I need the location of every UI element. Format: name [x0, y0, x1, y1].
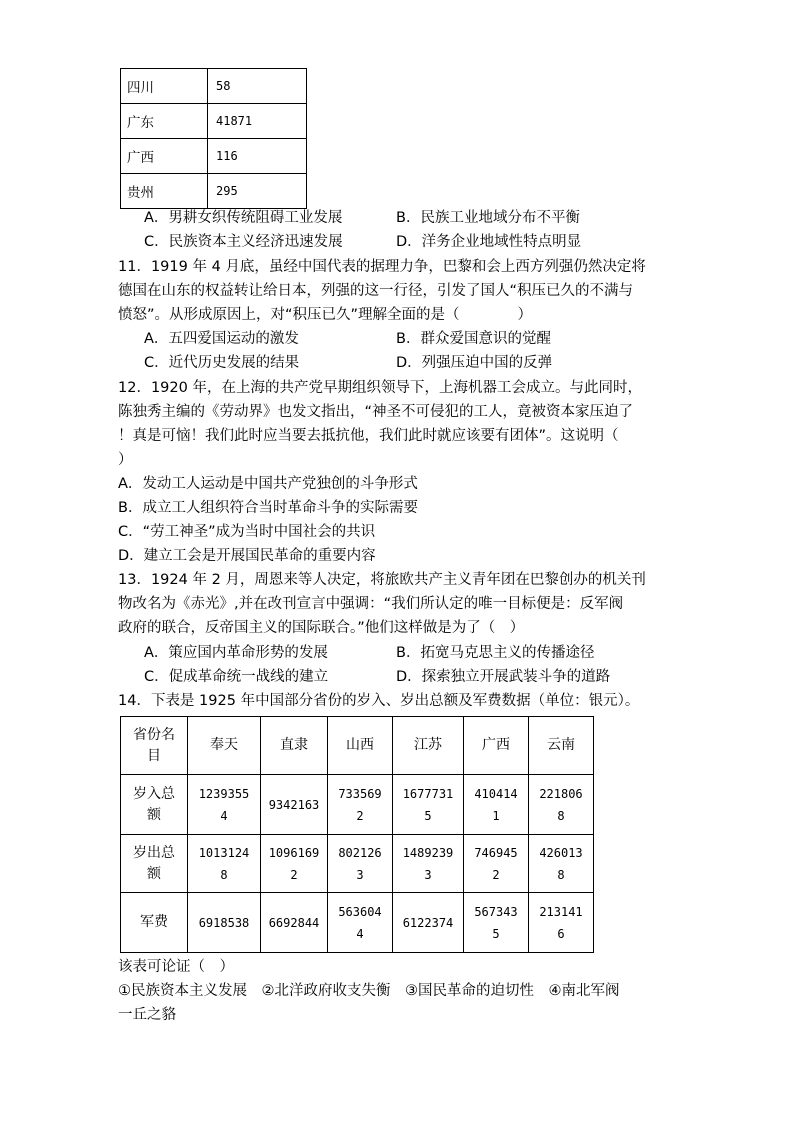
data-cell: 426013 8: [529, 835, 594, 893]
table-row: [121, 69, 307, 104]
value-cell: 295: [208, 174, 307, 209]
q12-text-4: ）: [118, 452, 133, 468]
q13-option-c: C．促成革命统一战线的建立: [144, 669, 329, 685]
data-cell: 1096169 2: [261, 835, 328, 893]
data-cell: 9342163: [261, 775, 328, 835]
q12-text-3: ！真是可恼！我们此时应当要去抵抗他，我们此时就应该要有团体”。这说明（: [118, 428, 619, 444]
table-row: [121, 893, 594, 953]
header-cell: 江苏: [393, 717, 464, 775]
value-cell: 41871: [208, 104, 307, 139]
header-cell: 云南: [529, 717, 594, 775]
table-row: [121, 104, 307, 139]
q10-option-a: A．男耕女织传统阻碍工业发展: [144, 210, 343, 226]
row-label: 岁出总 额: [121, 835, 188, 893]
header-cell: 广西: [464, 717, 529, 775]
header-cell: 奉天: [188, 717, 261, 775]
q14-after-text: 该表可论证（ ）: [118, 959, 234, 975]
data-cell: 213141 6: [529, 893, 594, 953]
table-row: [121, 835, 594, 893]
province-cell: 贵州: [121, 174, 208, 209]
q11-text-1: 11．1919 年 4 月底，虽经中国代表的据理力争，巴黎和会上西方列强仍然决定将: [118, 259, 646, 275]
data-cell: 6122374: [393, 893, 464, 953]
revenue-table: [120, 716, 594, 953]
data-cell: 221806 8: [529, 775, 594, 835]
data-cell: 563604 4: [328, 893, 393, 953]
header-cell: 山西: [328, 717, 393, 775]
data-cell: 6692844: [261, 893, 328, 953]
row-label: 岁入总 额: [121, 775, 188, 835]
q11-option-c: C．近代历史发展的结果: [144, 355, 300, 371]
q12-option-d: D．建立工会是开展国民革命的重要内容: [118, 548, 376, 564]
q13-text-3: 政府的联合，反帝国主义的国际联合。”他们这样做是为了（ ）: [118, 620, 525, 636]
q11-text-3: 愤怒”。从形成原因上，对“积压已久”理解全面的是（ ）: [118, 307, 533, 323]
value-cell: 58: [208, 69, 307, 104]
q12-option-c: C．“劳工神圣”成为当时中国社会的共识: [118, 524, 376, 540]
q10-option-c: C．民族资本主义经济迅速发展: [144, 234, 343, 250]
data-cell: 567343 5: [464, 893, 529, 953]
province-cell: 广东: [121, 104, 208, 139]
data-cell: 1677731 5: [393, 775, 464, 835]
data-cell: 802126 3: [328, 835, 393, 893]
province-cell: 四川: [121, 69, 208, 104]
data-cell: 733569 2: [328, 775, 393, 835]
row-label: 军费: [121, 893, 188, 953]
table-row: [121, 174, 307, 209]
table-row: [121, 775, 594, 835]
data-cell: 410414 1: [464, 775, 529, 835]
q12-option-a: A．发动工人运动是中国共产党独创的斗争形式: [118, 476, 418, 492]
q12-option-b: B．成立工人组织符合当时革命斗争的实际需要: [118, 500, 418, 516]
data-cell: 746945 2: [464, 835, 529, 893]
q13-option-d: D．探索独立开展武装斗争的道路: [396, 669, 611, 685]
q14-statements: ①民族资本主义发展 ②北洋政府收支失衡 ③国民革命的迫切性 ④南北军阀: [118, 983, 620, 999]
table-header-row: [121, 717, 594, 775]
q11-text-2: 德国在山东的权益转让给日本，列强的这一行径，引发了国人“积压已久的不满与: [118, 283, 634, 299]
data-cell: 1013124 8: [188, 835, 261, 893]
data-cell: 1489239 3: [393, 835, 464, 893]
q11-option-b: B．群众爱国意识的觉醒: [396, 331, 551, 347]
q13-text-2: 物改名为《赤光》,并在改刊宣言中强调：“我们所认定的唯一目标便是：反军阀: [118, 596, 624, 612]
header-cell: 直隶: [261, 717, 328, 775]
q11-option-a: A．五四爱国运动的激发: [144, 331, 299, 347]
province-table: [120, 68, 307, 209]
q12-text-1: 12．1920 年，在上海的共产党早期组织领导下，上海机器工会成立。与此同时，: [118, 380, 642, 396]
q12-text-2: 陈独秀主编的《劳动界》也发文指出，“神圣不可侵犯的工人，竟被资本家压迫了: [118, 404, 634, 420]
value-cell: 116: [208, 139, 307, 174]
q11-option-d: D．列强压迫中国的反弹: [396, 355, 553, 371]
q13-option-a: A．策应国内革命形势的发展: [144, 645, 328, 661]
q13-text-1: 13．1924 年 2 月，周恩来等人决定，将旅欧共产主义青年团在巴黎创办的机关刊: [118, 572, 646, 588]
province-cell: 广西: [121, 139, 208, 174]
header-cell: 省份名 目: [121, 717, 188, 775]
q14-text-1: 14．下表是 1925 年中国部分省份的岁入、岁出总额及军费数据（单位：银元）。: [118, 693, 640, 709]
q10-option-b: B．民族工业地域分布不平衡: [396, 210, 580, 226]
data-cell: 1239355 4: [188, 775, 261, 835]
q10-option-d: D．洋务企业地域性特点明显: [396, 234, 582, 250]
table-row: [121, 139, 307, 174]
data-cell: 6918538: [188, 893, 261, 953]
q14-statements-2: 一丘之貉: [118, 1007, 176, 1023]
q13-option-b: B．拓宽马克思主义的传播途径: [396, 645, 595, 661]
